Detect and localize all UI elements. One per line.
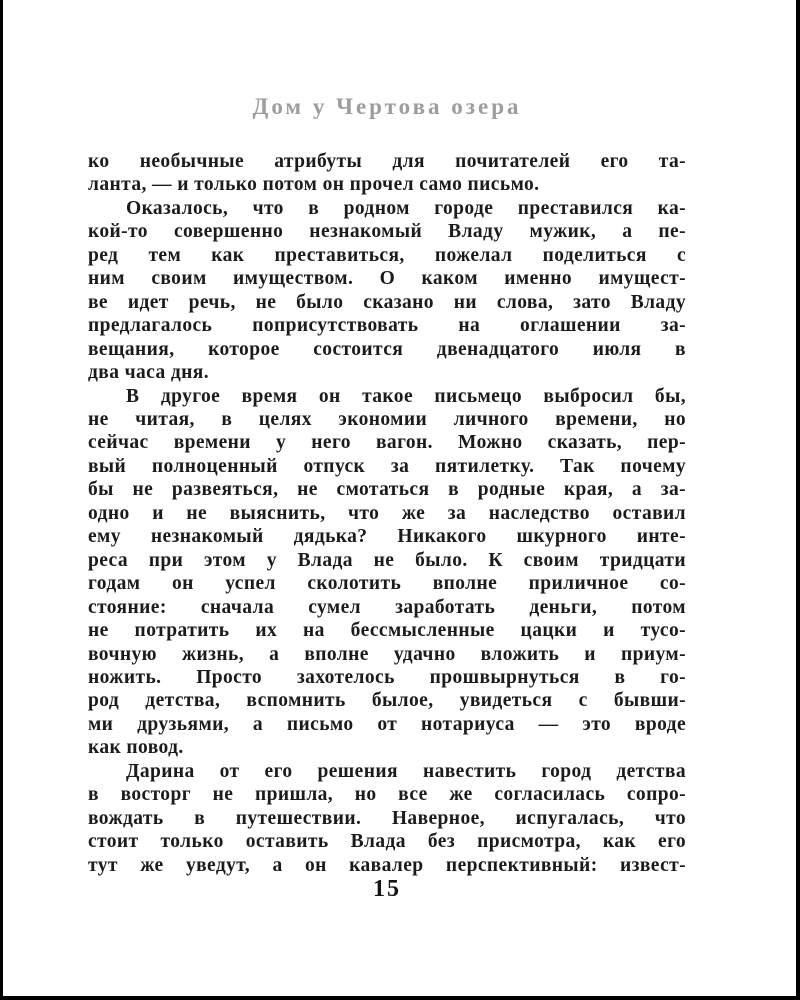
text-line: вещания, которое состоится двенадцатого июля в — [88, 338, 686, 360]
paragraph — [88, 760, 686, 877]
text-line: ко необычные атрибуты для почитателей его та- — [88, 151, 686, 172]
text-line: вождать в путешествии. Наверное, испугалась, что — [88, 807, 686, 829]
text-line: Оказалось, что в родном городе преставился ка- — [126, 197, 686, 219]
text-line: как повод. — [88, 737, 184, 759]
text-line: два часа дня. — [88, 362, 210, 384]
text-line: кой-то совершенно незнакомый Владу мужик, а пе- — [88, 221, 686, 243]
scan-edge-left — [0, 0, 3, 1000]
text-line: стояние: сначала сумел заработать деньги, потом — [88, 596, 686, 618]
text-line: ему незнакомый дядька? Никакого шкурного инте- — [88, 526, 686, 548]
text-line: ним своим имуществом. О каком именно имущест- — [88, 268, 686, 290]
text-line: вый полноценный отпуск за пятилетку. Так почему — [88, 455, 686, 477]
text-line: ве идет речь, не было сказано ни слова, зато Владу — [88, 291, 686, 313]
page-title: Дом у Чертова озера — [252, 94, 522, 119]
text-line: одно и не выяснить, что же за наследство оставил — [88, 502, 686, 524]
text-line: ред тем как преставиться, пожелал поделиться с — [88, 244, 686, 266]
text-line: не потратить их на бессмысленные цацки и тусо- — [88, 620, 686, 642]
page-number: 15 — [373, 876, 401, 902]
text-line: ланта, — и только потом он прочел само письмо. — [88, 174, 540, 196]
text-line: ми друзьями, а письмо от нотариуса — это вроде — [88, 713, 686, 735]
paragraph — [88, 150, 686, 197]
text-line: Дарина от его решения навестить город детства — [126, 760, 686, 782]
text-line: ножить. Просто захотелось прошвырнуться в го- — [88, 666, 686, 688]
text-line: годам он успел сколотить вполне приличное со- — [88, 573, 686, 595]
text-line: В другое время он такое письмецо выбросил бы, — [126, 385, 686, 407]
text-line: вочную жизнь, а вполне удачно вложить и приум- — [88, 643, 686, 665]
text-line: предлагалось поприсутствовать на оглашении за- — [88, 315, 686, 337]
text-line: реса при этом у Влада не было. К своим тридцати — [88, 549, 686, 571]
book-page — [88, 0, 686, 1000]
paragraph — [88, 197, 686, 385]
scan-edge-right — [796, 0, 800, 1000]
text-line: тут же уведут, а он кавалер перспективный: извест- — [88, 854, 686, 876]
text-line: сейчас времени у него вагон. Можно сказать, пер- — [88, 432, 686, 454]
text-line: род детства, вспомнить былое, увидеться с бывши- — [88, 690, 686, 712]
text-line: бы не развеяться, не смотаться в родные края, а за- — [88, 479, 686, 501]
text-line: в восторг не пришла, но все же согласилась сопро- — [88, 784, 686, 806]
text-line: не читая, в целях экономии личного времени, но — [88, 408, 686, 430]
body-text — [88, 150, 686, 877]
text-line: стоит только оставить Влада без присмотра, как его — [88, 831, 686, 853]
paragraph — [88, 385, 686, 760]
